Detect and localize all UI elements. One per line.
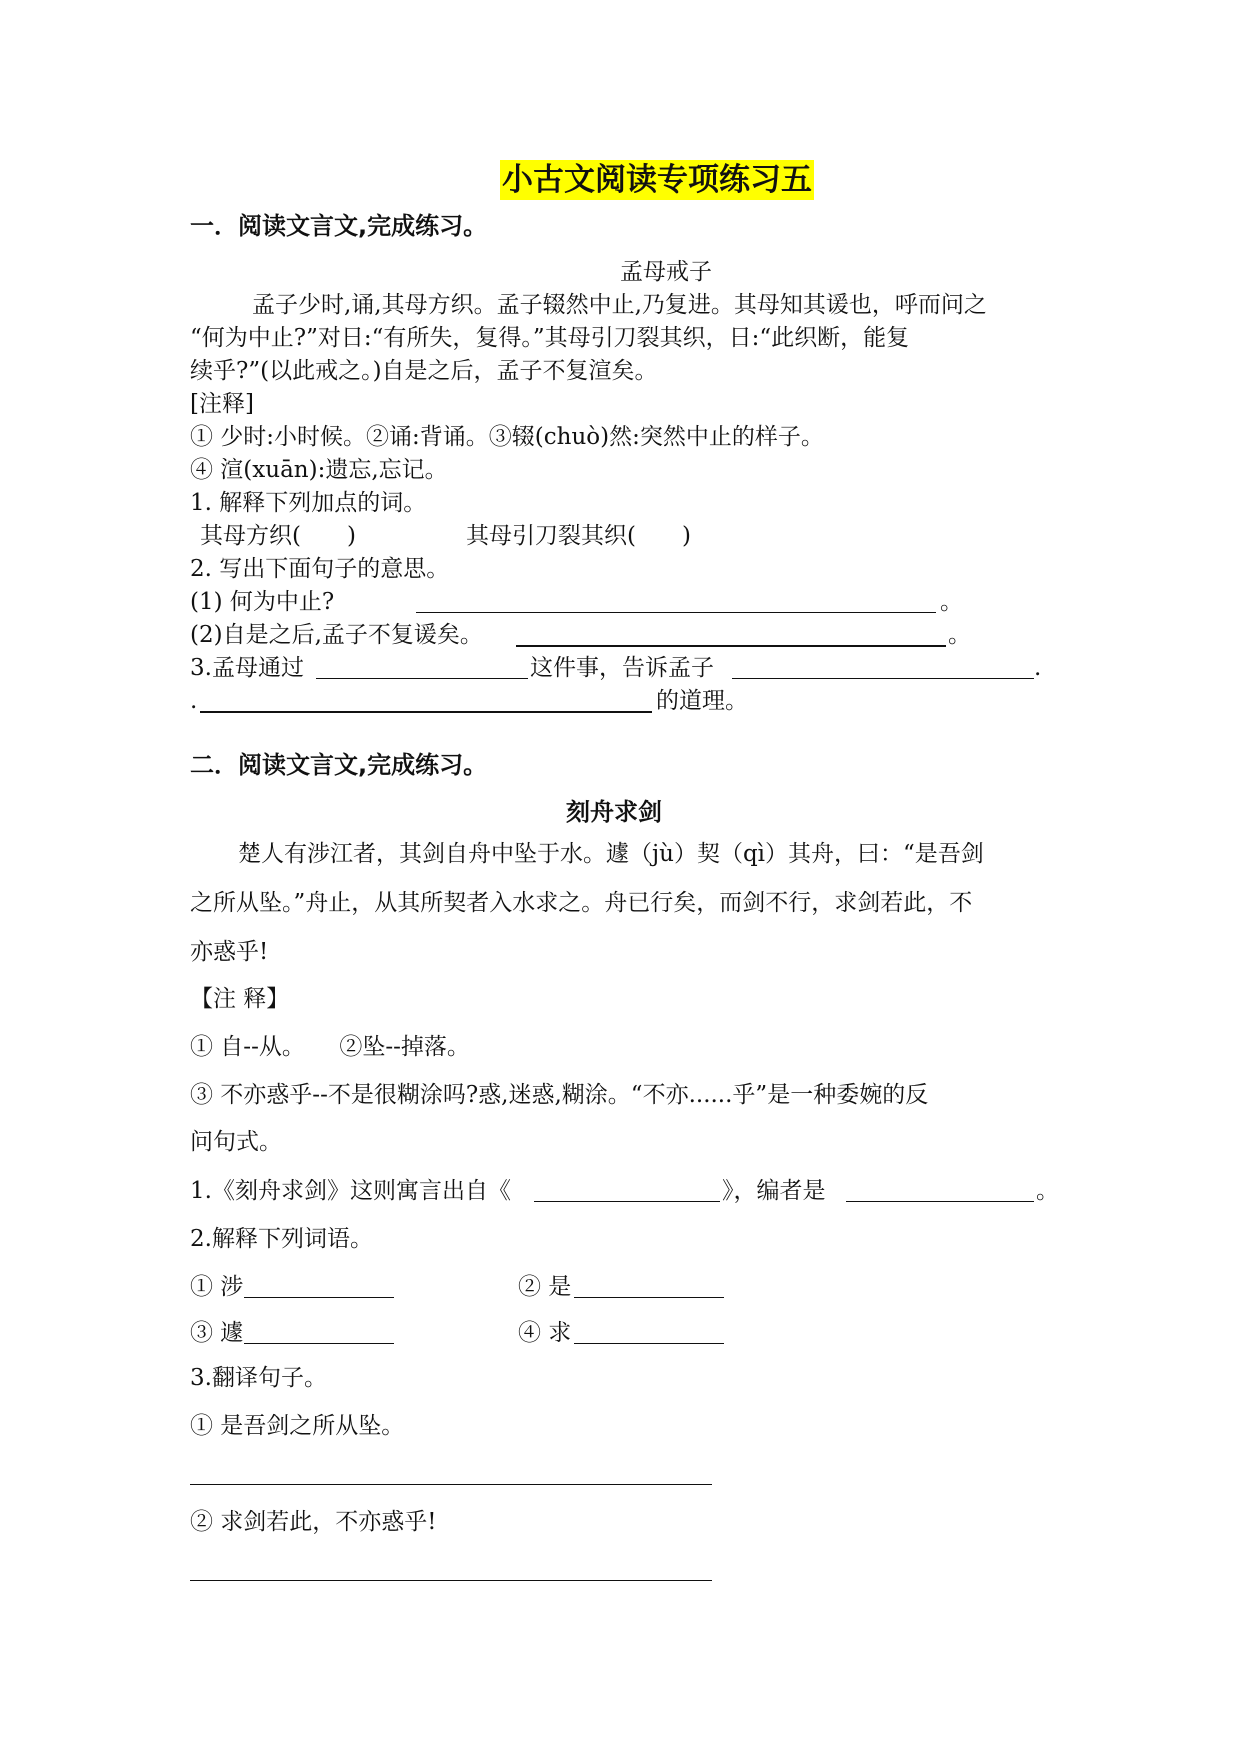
section1-note: ① 少时:小时候。②诵:背诵。③辍(chuò)然:突然中止的样子。 xyxy=(190,424,824,450)
word-ju: ③ 遽 xyxy=(190,1320,244,1346)
word-she: ① 涉 xyxy=(190,1274,244,1300)
section2-text-line: 之所从坠。”舟止，从其所契者入水求之。舟已行矣，而剑不行，求剑若此，不 xyxy=(190,890,973,916)
answer-line[interactable] xyxy=(574,1343,724,1344)
section1-question-3a: 3.孟母通过 xyxy=(190,655,304,681)
section1-question-2-1: (1) 何为中止? xyxy=(190,589,335,615)
section1-text-line: “何为中止?”对日:“有所失，复得。”其母引刀裂其织，日:“此织断，能复 xyxy=(190,325,910,351)
period: 。 xyxy=(940,589,963,615)
section2-question-3-2: ② 求剑若此，不亦惑乎! xyxy=(190,1509,437,1535)
answer-line[interactable] xyxy=(200,711,652,713)
answer-line[interactable] xyxy=(732,678,1034,679)
section1-story-title: 孟母戒子 xyxy=(620,259,712,285)
section2-question-1b: 》，编者是 xyxy=(722,1178,826,1204)
section1-question-2-2: (2)自是之后,孟子不复谖矣。 xyxy=(190,622,483,648)
answer-line[interactable] xyxy=(574,1297,724,1298)
section1-heading: 一．阅读文言文,完成练习。 xyxy=(190,212,488,240)
section2-note: ① 自--从。 ②坠--掉落。 xyxy=(190,1034,470,1060)
answer-line[interactable] xyxy=(416,612,936,613)
answer-line[interactable] xyxy=(516,645,946,647)
answer-line[interactable] xyxy=(190,1484,712,1485)
answer-line[interactable] xyxy=(190,1580,712,1581)
section2-story-title: 刻舟求剑 xyxy=(566,798,662,826)
section2-text-line: 楚人有涉江者，其剑自舟中坠于水。遽（jù）契（qì）其舟，曰：“是吾剑 xyxy=(238,841,984,867)
word-qiu: ④ 求 xyxy=(518,1320,572,1346)
section1-question-1b: 其母引刀裂其织( ) xyxy=(466,523,691,549)
section1-question-1: 1. 解释下列加点的词。 xyxy=(190,490,427,516)
section1-note: ④ 渲(xuān):遗忘,忘记。 xyxy=(190,457,448,483)
section2-question-1a: 1.《刻舟求剑》这则寓言出自《 xyxy=(190,1178,511,1204)
answer-line[interactable] xyxy=(534,1201,720,1202)
section2-notes-label: 【注 释】 xyxy=(190,986,290,1012)
section1-question-3e: 的道理。 xyxy=(656,688,748,714)
period: 。 xyxy=(1036,1178,1059,1204)
punctuation: . xyxy=(1034,655,1042,681)
section1-notes-label: [注释] xyxy=(190,391,254,417)
section1-question-2: 2. 写出下面句子的意思。 xyxy=(190,556,450,582)
section2-note: 问句式。 xyxy=(190,1129,282,1155)
punctuation: . xyxy=(190,688,198,714)
section1-question-1a: 其母方织( ) xyxy=(200,523,356,549)
page-title: 小古文阅读专项练习五 xyxy=(502,162,812,198)
section2-note: ③ 不亦惑乎--不是很糊涂吗?惑,迷惑,糊涂。“不亦......乎”是一种委婉的反 xyxy=(190,1082,929,1108)
answer-line[interactable] xyxy=(244,1297,394,1298)
word-shi: ② 是 xyxy=(518,1274,572,1300)
section1-text-line: 孟子少时,诵,其母方织。孟子辍然中止,乃复进。其母知其谖也，呼而问之 xyxy=(252,292,987,318)
section2-question-2: 2.解释下列词语。 xyxy=(190,1226,373,1252)
section2-text-line: 亦惑乎! xyxy=(190,939,269,965)
period: 。 xyxy=(948,622,971,648)
section2-question-3: 3.翻译句子。 xyxy=(190,1365,327,1391)
section1-question-3b: 这件事，告诉孟子 xyxy=(530,655,714,681)
answer-line[interactable] xyxy=(244,1343,394,1344)
section1-text-line: 续乎?”(以此戒之。)自是之后，孟子不复渲矣。 xyxy=(190,358,658,384)
section2-question-3-1: ① 是吾剑之所从坠。 xyxy=(190,1413,405,1439)
answer-line[interactable] xyxy=(316,678,528,679)
section2-heading: 二．阅读文言文,完成练习。 xyxy=(190,751,488,779)
answer-line[interactable] xyxy=(846,1201,1034,1202)
